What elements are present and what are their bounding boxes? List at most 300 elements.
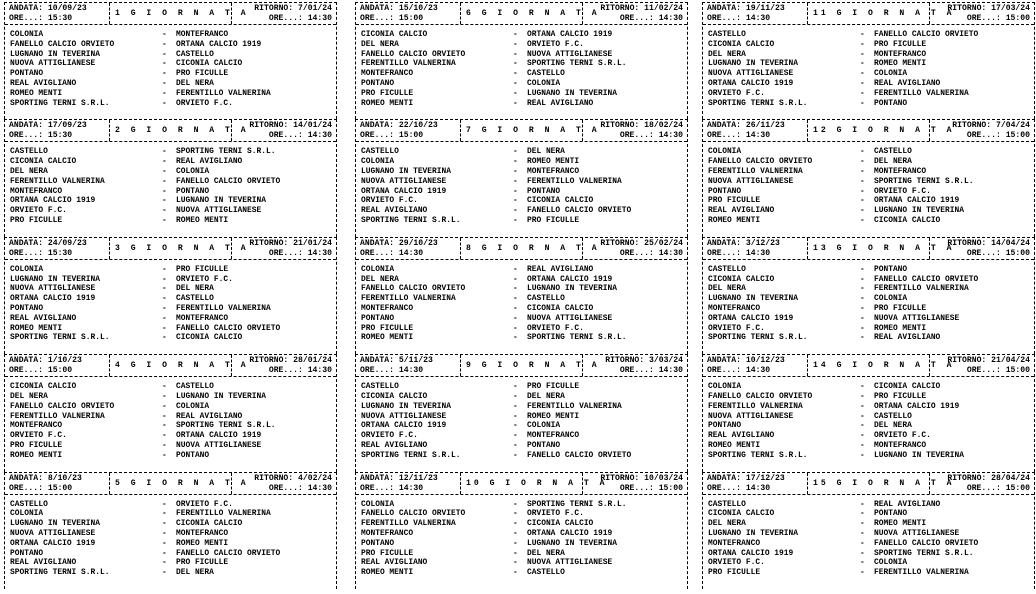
ritorno-info: [605, 356, 683, 376]
away-team: NUOVA ATTIGLIANESE: [176, 440, 262, 450]
giornata-header: [356, 473, 687, 495]
home-team: CASTELLO: [361, 147, 399, 157]
match-dash: -: [162, 186, 167, 196]
match-row: [10, 558, 336, 568]
andata-label: ANDATA:: [9, 238, 43, 248]
away-team: PRO FICULLE: [176, 264, 229, 274]
giornata-number: 3: [115, 243, 123, 253]
ritorno-label: RITORNO:: [947, 238, 987, 248]
match-list: [703, 260, 1034, 343]
home-team: ROMEO MENTI: [708, 440, 761, 450]
match-dash: -: [162, 450, 167, 460]
match-dash: -: [162, 391, 167, 401]
giornata-title: [115, 361, 249, 371]
home-team: NUOVA ATTIGLIANESE: [708, 411, 794, 421]
match-row: [361, 187, 687, 197]
away-team: NUOVA ATTIGLIANESE: [874, 528, 960, 538]
giornata-title: [466, 361, 600, 371]
ritorno-info: [254, 4, 332, 24]
away-team: COLONIA: [176, 166, 210, 176]
match-row: [708, 431, 1034, 441]
header-divider: [460, 355, 461, 376]
match-dash: -: [513, 411, 518, 421]
header-divider: [109, 355, 110, 376]
match-list: [356, 260, 687, 343]
match-row: [708, 59, 1034, 69]
match-dash: -: [162, 568, 167, 578]
ore-label: ORE...:: [268, 366, 303, 376]
away-team: CICONIA CALCIO: [527, 196, 594, 206]
match-list: [5, 495, 336, 578]
home-team: ORTANA CALCIO 1919: [361, 421, 447, 431]
giornata-number: 4: [115, 361, 123, 371]
match-row: [10, 568, 336, 578]
ritorno-info: [947, 239, 1030, 259]
match-dash: -: [513, 30, 518, 39]
ritorno-date: 21/04/24: [991, 356, 1030, 366]
home-team: PONTANO: [361, 313, 395, 323]
home-team: FANELLO CALCIO ORVIETO: [10, 39, 115, 49]
match-dash: -: [162, 284, 167, 294]
away-team: FANELLO CALCIO ORVIETO: [527, 450, 632, 460]
match-row: [361, 265, 687, 275]
away-team: ORTANA CALCIO 1919: [527, 528, 613, 538]
home-team: FANELLO CALCIO ORVIETO: [361, 509, 466, 519]
andata-label: ANDATA:: [360, 4, 394, 13]
match-dash: -: [162, 78, 167, 88]
match-row: [10, 30, 336, 40]
match-dash: -: [513, 176, 518, 186]
ritorno-date: 7/01/24: [298, 4, 332, 13]
ritorno-time: 15:00: [1005, 366, 1030, 376]
header-divider: [109, 473, 110, 494]
match-row: [708, 382, 1034, 392]
ore-label: ORE...:: [707, 131, 741, 141]
away-team: ROMEO MENTI: [176, 215, 229, 225]
match-row: [10, 69, 336, 79]
match-row: [708, 294, 1034, 304]
andata-date: 10/09/23: [47, 4, 87, 13]
match-row: [708, 284, 1034, 294]
match-dash: -: [860, 176, 865, 186]
ritorno-time: 14:30: [307, 483, 332, 493]
giornata-block: [702, 119, 1035, 236]
away-team: PONTANO: [176, 450, 210, 460]
home-team: REAL AVIGLIANO: [10, 78, 77, 88]
home-team: LUGNANO IN TEVERINA: [361, 166, 451, 176]
giornata-block: [4, 2, 337, 119]
match-row: [10, 265, 336, 275]
match-dash: -: [513, 166, 518, 176]
match-dash: -: [513, 274, 518, 284]
match-row: [361, 558, 687, 568]
home-team: ORTANA CALCIO 1919: [10, 294, 96, 304]
match-dash: -: [162, 313, 167, 323]
match-dash: -: [513, 431, 518, 441]
andata-info: [9, 356, 82, 376]
away-team: CASTELLO: [176, 382, 214, 392]
giornata-header: [356, 355, 687, 377]
away-team: COLONIA: [176, 401, 210, 411]
ore-label: ORE...:: [707, 483, 741, 493]
giornata-label: G I O R N A T A: [836, 361, 955, 371]
ore-label: ORE...:: [966, 483, 1001, 493]
home-team: LUGNANO IN TEVERINA: [708, 528, 798, 538]
andata-info: [360, 356, 433, 376]
andata-time: 15:00: [398, 131, 424, 141]
match-dash: -: [513, 78, 518, 88]
giornata-header: [356, 238, 687, 260]
home-team: NUOVA ATTIGLIANESE: [708, 69, 794, 79]
giornata-title: [813, 126, 955, 136]
match-dash: -: [162, 431, 167, 441]
home-team: DEL NERA: [708, 519, 746, 529]
away-team: CICONIA CALCIO: [176, 59, 243, 69]
ritorno-label: RITORNO:: [947, 473, 987, 483]
giornata-header: [703, 355, 1034, 377]
match-row: [10, 187, 336, 197]
giornata-title: [466, 478, 608, 488]
match-dash: -: [162, 519, 167, 529]
home-team: ORTANA CALCIO 1919: [361, 186, 447, 196]
match-dash: -: [513, 98, 518, 108]
andata-time: 14:30: [398, 483, 424, 493]
home-team: ORTANA CALCIO 1919: [708, 313, 794, 323]
match-dash: -: [513, 59, 518, 69]
ritorno-label: RITORNO:: [254, 4, 294, 13]
ritorno-label: RITORNO:: [605, 356, 645, 366]
match-row: [708, 333, 1034, 343]
andata-time: 14:30: [745, 366, 771, 376]
andata-label: ANDATA:: [707, 473, 741, 483]
away-team: PRO FICULLE: [176, 69, 229, 79]
giornata-number: 2: [115, 126, 123, 136]
home-team: CICONIA CALCIO: [10, 382, 77, 392]
home-team: COLONIA: [708, 147, 742, 157]
match-row: [708, 89, 1034, 99]
giornata-block: [355, 119, 688, 236]
match-row: [361, 157, 687, 167]
match-row: [361, 50, 687, 60]
match-dash: -: [513, 39, 518, 49]
home-team: LUGNANO IN TEVERINA: [10, 519, 100, 529]
away-team: LUGNANO IN TEVERINA: [176, 196, 266, 206]
home-team: DEL NERA: [10, 391, 48, 401]
match-row: [708, 40, 1034, 50]
giornata-title: [813, 478, 955, 488]
ore-label: ORE...:: [9, 366, 43, 376]
andata-date: 17/12/23: [745, 473, 785, 483]
match-row: [708, 196, 1034, 206]
match-row: [361, 549, 687, 559]
giornata-header: [703, 238, 1034, 260]
match-row: [10, 206, 336, 216]
match-row: [10, 412, 336, 422]
match-dash: -: [860, 166, 865, 176]
away-team: CASTELLO: [874, 411, 912, 421]
home-team: CASTELLO: [708, 264, 746, 274]
away-team: PONTANO: [527, 186, 561, 196]
ritorno-label: RITORNO:: [600, 238, 640, 248]
ritorno-time: 14:30: [658, 248, 683, 258]
match-dash: -: [162, 509, 167, 519]
away-team: ORVIETO F.C.: [874, 431, 931, 441]
match-row: [361, 539, 687, 549]
giornata-label: G I O R N A T A: [481, 126, 600, 136]
home-team: PRO FICULLE: [361, 88, 414, 98]
column-1: [4, 2, 337, 589]
away-team: REAL AVIGLIANO: [874, 78, 941, 88]
giornata-number: 8: [466, 243, 474, 253]
match-dash: -: [860, 509, 865, 519]
match-list: [703, 25, 1034, 108]
giornata-label: G I O R N A T A: [836, 243, 955, 253]
match-list: [5, 142, 336, 225]
giornata-number: 9: [466, 361, 474, 371]
away-team: FANELLO CALCIO ORVIETO: [874, 538, 979, 548]
ore-label: ORE...:: [360, 131, 394, 141]
home-team: ORVIETO F.C.: [10, 206, 67, 216]
andata-label: ANDATA:: [360, 238, 394, 248]
ore-label: ORE...:: [966, 14, 1001, 23]
andata-time: 14:30: [745, 131, 771, 141]
match-row: [708, 265, 1034, 275]
match-row: [361, 509, 687, 519]
giornata-block: [702, 354, 1035, 471]
andata-info: [707, 474, 785, 494]
home-team: FERENTILLO VALNERINA: [10, 176, 105, 186]
header-divider: [807, 355, 808, 376]
match-row: [708, 216, 1034, 226]
match-row: [708, 412, 1034, 422]
match-row: [361, 568, 687, 578]
giornata-title: [466, 243, 600, 253]
match-row: [10, 177, 336, 187]
away-team: PONTANO: [874, 98, 908, 108]
away-team: COLONIA: [527, 421, 561, 431]
match-dash: -: [513, 558, 518, 568]
match-dash: -: [162, 69, 167, 79]
home-team: NUOVA ATTIGLIANESE: [10, 284, 96, 294]
ritorno-time: 14:30: [307, 131, 332, 141]
andata-label: ANDATA:: [9, 4, 43, 13]
andata-time: 15:30: [47, 131, 73, 141]
giornata-header: [5, 473, 336, 495]
ritorno-date: 11/02/24: [644, 4, 683, 13]
match-row: [10, 99, 336, 109]
ritorno-info: [249, 239, 332, 259]
match-list: [356, 377, 687, 460]
match-dash: -: [162, 176, 167, 186]
column-2: [355, 2, 688, 589]
header-divider: [109, 238, 110, 259]
giornata-label: G I O R N A T A: [481, 9, 600, 18]
match-dash: -: [513, 440, 518, 450]
giornata-label: G I O R N A T A: [489, 478, 608, 488]
match-row: [708, 275, 1034, 285]
away-team: LUGNANO IN TEVERINA: [527, 538, 617, 548]
match-dash: -: [513, 538, 518, 548]
home-team: FERENTILLO VALNERINA: [361, 59, 456, 69]
away-team: LUGNANO IN TEVERINA: [527, 88, 617, 98]
andata-label: ANDATA:: [707, 238, 741, 248]
andata-info: [707, 356, 785, 376]
ore-label: ORE...:: [619, 248, 654, 258]
home-team: CICONIA CALCIO: [361, 30, 428, 39]
header-divider: [807, 120, 808, 141]
match-dash: -: [513, 69, 518, 79]
match-dash: -: [513, 147, 518, 157]
match-row: [361, 59, 687, 69]
away-team: CASTELLO: [527, 69, 565, 79]
home-team: MONTEFRANCO: [708, 538, 761, 548]
match-row: [361, 284, 687, 294]
ritorno-date: 18/02/24: [644, 121, 683, 131]
match-list: [703, 495, 1034, 578]
giornata-header: [703, 3, 1034, 25]
match-row: [361, 79, 687, 89]
away-team: SPORTING TERNI S.R.L.: [527, 333, 627, 343]
giornata-label: G I O R N A T A: [836, 126, 955, 136]
match-row: [361, 40, 687, 50]
away-team: FERENTILLO VALNERINA: [874, 88, 969, 98]
away-team: REAL AVIGLIANO: [176, 157, 243, 167]
away-team: PRO FICULLE: [874, 303, 927, 313]
match-dash: -: [162, 333, 167, 343]
match-row: [361, 441, 687, 451]
ore-label: ORE...:: [9, 248, 43, 258]
match-dash: -: [162, 30, 167, 39]
match-dash: -: [513, 450, 518, 460]
andata-date: 3/12/23: [745, 238, 780, 248]
andata-info: [707, 239, 780, 259]
andata-time: 15:30: [47, 248, 73, 258]
away-team: CASTELLO: [527, 568, 565, 578]
match-dash: -: [162, 401, 167, 411]
ritorno-time: 14:30: [307, 14, 332, 23]
home-team: ORTANA CALCIO 1919: [10, 196, 96, 206]
match-row: [10, 167, 336, 177]
ritorno-label: RITORNO:: [249, 356, 289, 366]
home-team: CASTELLO: [361, 382, 399, 392]
ritorno-time: 15:00: [1005, 483, 1030, 493]
ritorno-label: RITORNO:: [600, 4, 640, 13]
away-team: ROMEO MENTI: [527, 157, 580, 167]
match-row: [361, 421, 687, 431]
match-list: [5, 260, 336, 343]
away-team: PRO FICULLE: [527, 215, 580, 225]
andata-label: ANDATA:: [360, 356, 394, 366]
ore-label: ORE...:: [619, 483, 654, 493]
match-dash: -: [162, 558, 167, 568]
home-team: FANELLO CALCIO ORVIETO: [361, 284, 466, 294]
giornata-number: 12: [813, 126, 829, 136]
ritorno-label: RITORNO:: [600, 121, 640, 131]
andata-info: [707, 121, 785, 141]
home-team: SPORTING TERNI S.R.L.: [361, 215, 461, 225]
ritorno-time: 15:00: [1005, 131, 1030, 141]
away-team: CICONIA CALCIO: [176, 333, 243, 343]
home-team: MONTEFRANCO: [361, 303, 414, 313]
away-team: COLONIA: [874, 294, 908, 304]
away-team: PONTANO: [527, 440, 561, 450]
match-row: [361, 529, 687, 539]
away-team: ROMEO MENTI: [874, 519, 927, 529]
away-team: MONTEFRANCO: [176, 30, 229, 39]
match-row: [708, 50, 1034, 60]
match-dash: -: [513, 186, 518, 196]
match-dash: -: [162, 166, 167, 176]
away-team: CICONIA CALCIO: [874, 215, 941, 225]
giornata-number: 5: [115, 478, 123, 488]
match-row: [361, 314, 687, 324]
home-team: COLONIA: [10, 30, 44, 39]
away-team: COLONIA: [874, 69, 908, 79]
giornata-title: [115, 9, 249, 18]
match-row: [708, 421, 1034, 431]
andata-info: [360, 474, 438, 494]
home-team: SPORTING TERNI S.R.L.: [708, 450, 808, 460]
ritorno-date: 3/03/24: [649, 356, 683, 366]
home-team: PRO FICULLE: [10, 215, 63, 225]
header-divider: [109, 3, 110, 24]
match-dash: -: [860, 431, 865, 441]
match-dash: -: [513, 548, 518, 558]
away-team: ROMEO MENTI: [874, 323, 927, 333]
home-team: ORVIETO F.C.: [708, 323, 765, 333]
match-dash: -: [513, 333, 518, 343]
away-team: PRO FICULLE: [527, 382, 580, 392]
home-team: DEL NERA: [361, 39, 399, 49]
away-team: SPORTING TERNI S.R.L.: [176, 421, 276, 431]
away-team: COLONIA: [874, 558, 908, 568]
home-team: FERENTILLO VALNERINA: [361, 294, 456, 304]
match-row: [708, 500, 1034, 510]
ritorno-time: 15:00: [658, 483, 683, 493]
ritorno-info: [254, 474, 332, 494]
home-team: PONTANO: [10, 303, 44, 313]
match-dash: -: [860, 333, 865, 343]
giornata-label: G I O R N A T A: [130, 478, 249, 488]
match-row: [361, 402, 687, 412]
away-team: FANELLO CALCIO ORVIETO: [176, 323, 281, 333]
giornata-label: G I O R N A T A: [130, 126, 249, 136]
match-row: [708, 147, 1034, 157]
home-team: ORTANA CALCIO 1919: [708, 78, 794, 88]
ritorno-date: 14/01/24: [293, 121, 332, 131]
match-row: [10, 441, 336, 451]
away-team: DEL NERA: [176, 284, 214, 294]
ore-label: ORE...:: [966, 366, 1001, 376]
match-row: [10, 40, 336, 50]
andata-time: 15:00: [47, 366, 73, 376]
andata-time: 15:00: [47, 483, 73, 493]
home-team: LUGNANO IN TEVERINA: [10, 49, 100, 59]
andata-label: ANDATA:: [707, 356, 741, 366]
ore-label: ORE...:: [619, 366, 654, 376]
match-row: [361, 167, 687, 177]
giornata-block: [355, 354, 688, 471]
match-dash: -: [162, 157, 167, 167]
home-team: ROMEO MENTI: [10, 88, 63, 98]
away-team: REAL AVIGLIANO: [527, 98, 594, 108]
home-team: PONTANO: [708, 421, 742, 431]
away-team: FERENTILLO VALNERINA: [176, 88, 271, 98]
andata-time: 14:30: [745, 14, 771, 23]
away-team: SPORTING TERNI S.R.L.: [874, 176, 974, 186]
match-dash: -: [860, 548, 865, 558]
match-row: [361, 99, 687, 109]
